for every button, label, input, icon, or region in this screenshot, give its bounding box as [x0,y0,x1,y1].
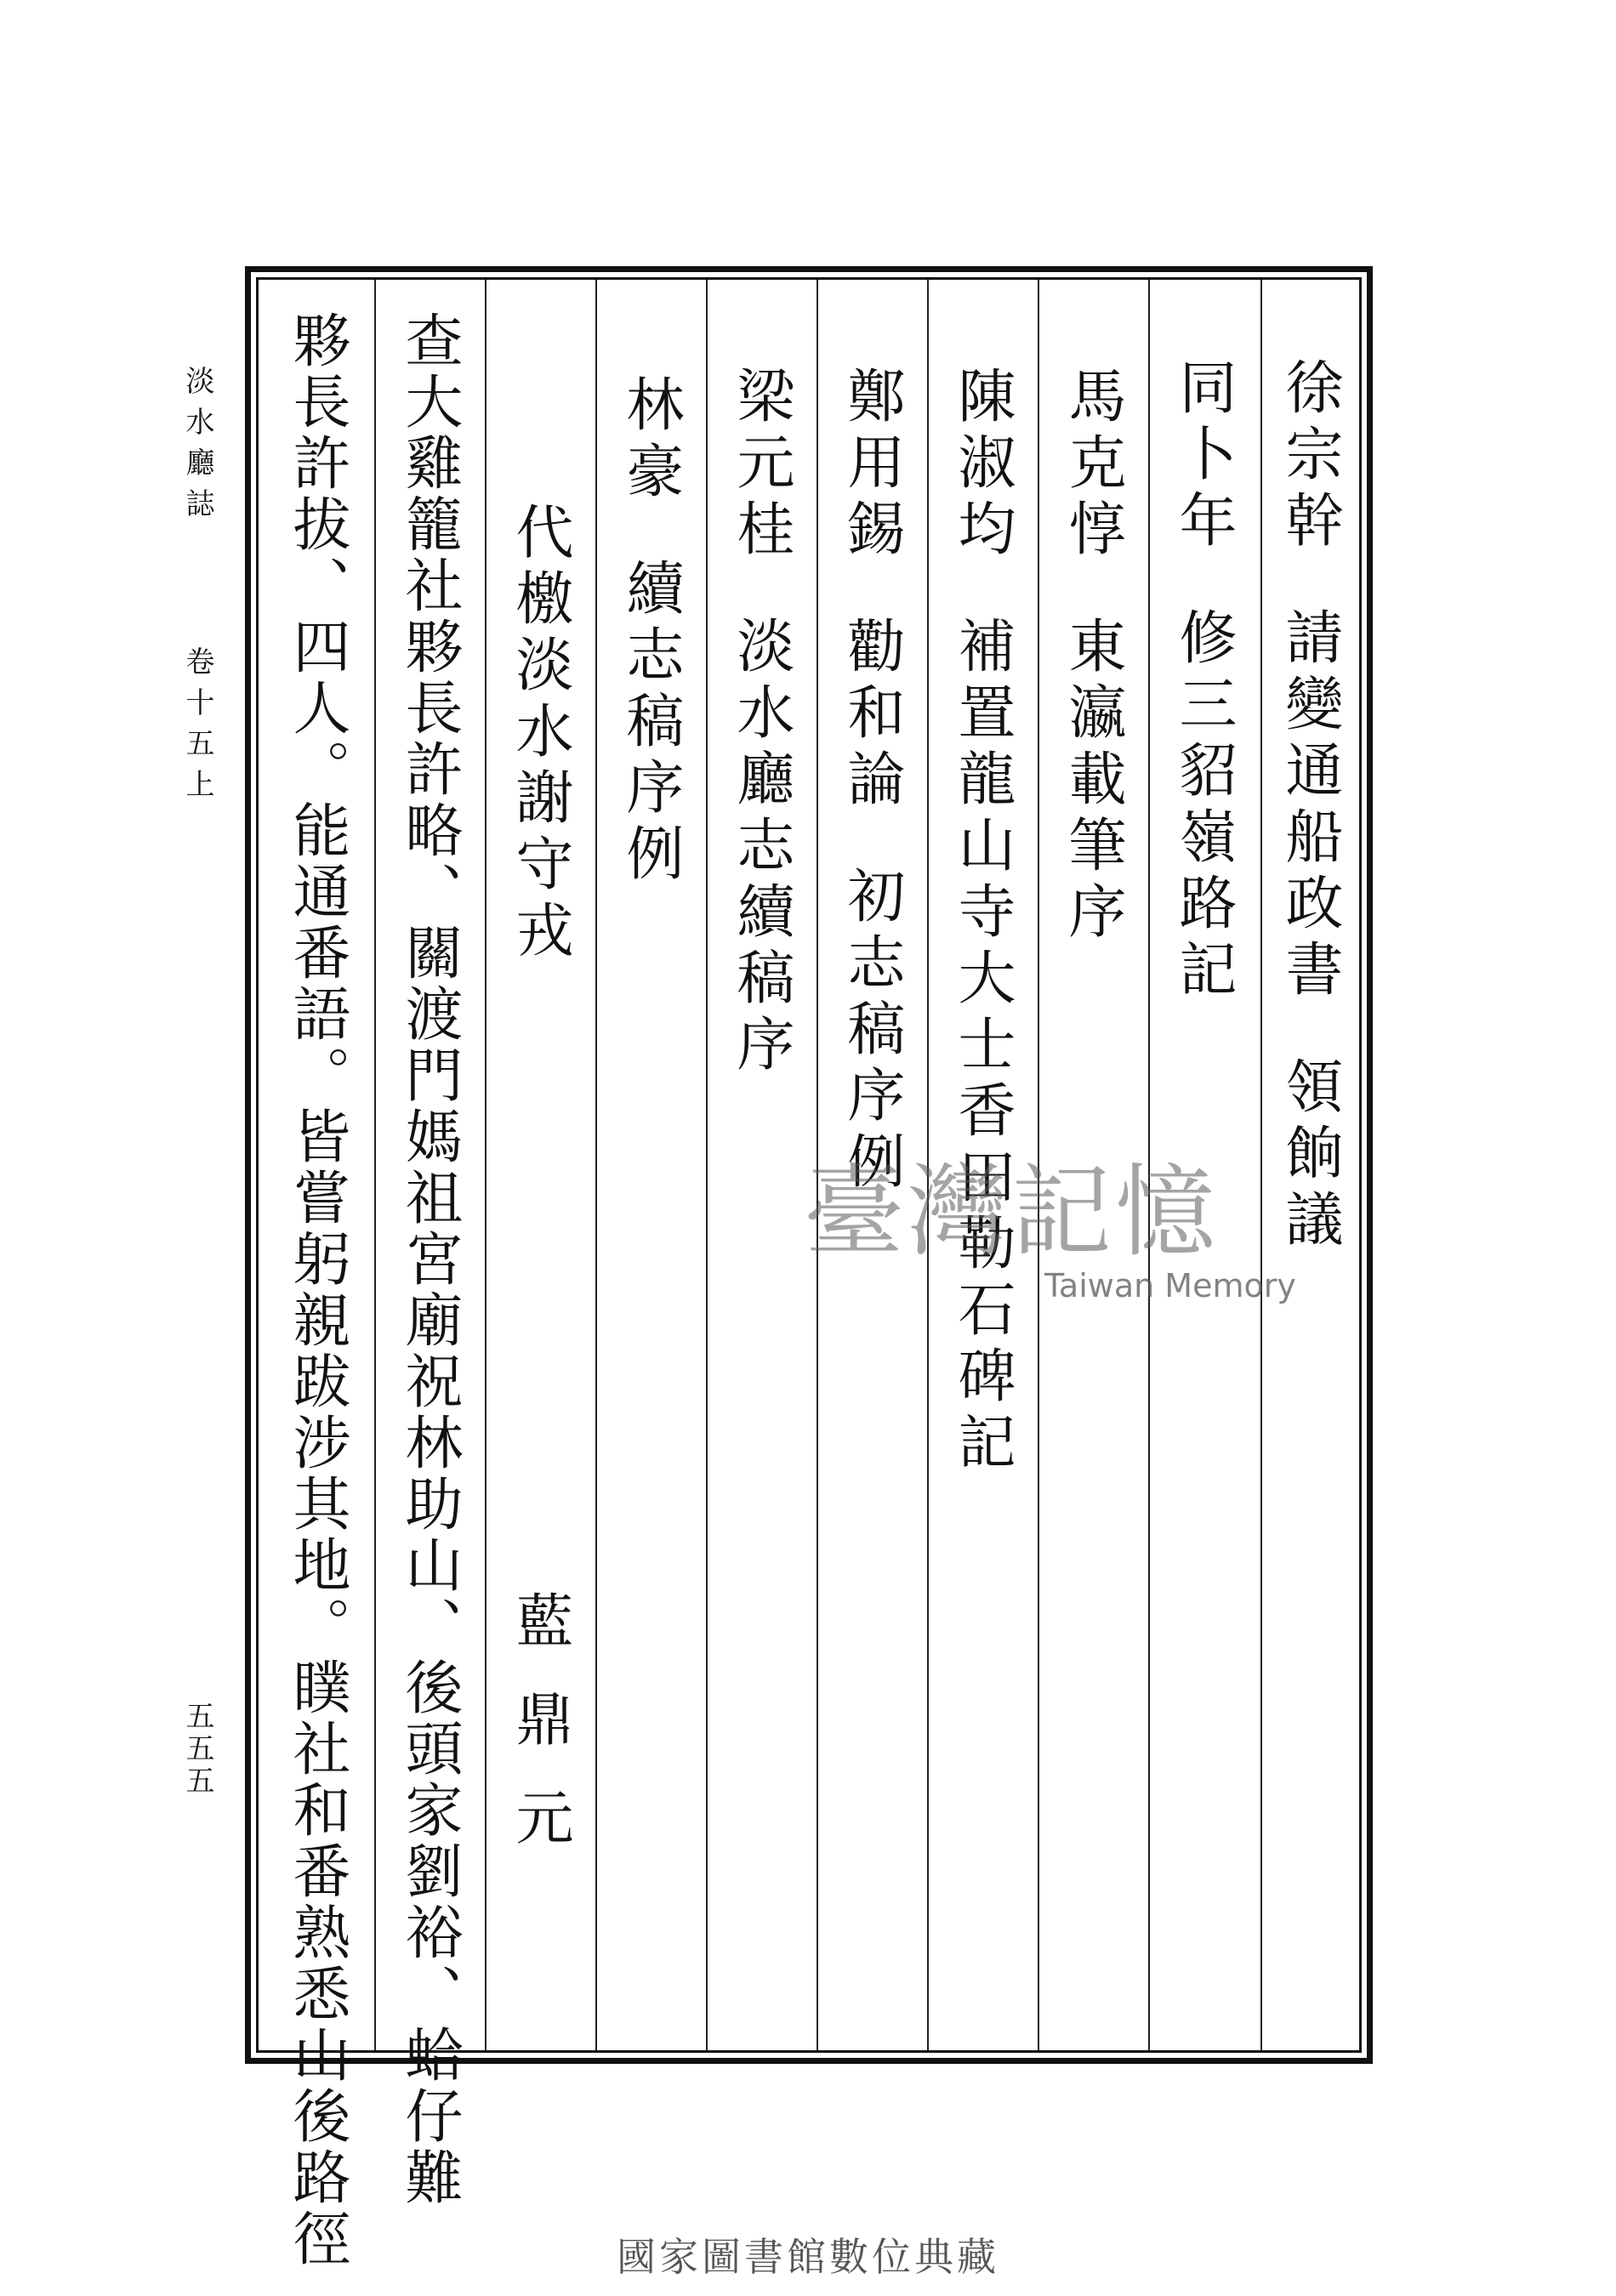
watermark-chinese: 臺灣記憶 [804,1153,1220,1270]
book-title: 淡水廳誌 [180,366,214,529]
column-rule [595,280,597,2050]
column-rule [485,280,487,2050]
body-text-column-2 [283,310,350,2270]
column-rule [374,280,376,2050]
text-column-7 [617,374,684,889]
page-number: 五五五 [180,1701,214,1798]
margin-book-title [177,366,219,529]
body-text-column-1 [395,310,463,2208]
margin-volume [177,646,219,810]
essay-heading: 代檄淡水謝守戎 [506,502,573,966]
author-name: 鄭用錫 [838,366,905,565]
author-name: 藍鼎元 [506,1590,573,1886]
column-rule [706,280,708,2050]
author-name: 陳淑均 [948,366,1016,565]
work-title-extra: 領餉議 [1276,1056,1343,1255]
margin-page-number [177,1701,219,1798]
text-column-5 [838,366,905,1197]
body-text: 查大雞籠社夥長許略、關渡門媽祖宮廟祝林助山、後頭家劉裕、蛤仔難 [395,310,463,2208]
work-title: 勸和論 [838,616,905,815]
author-name: 林豪 [617,374,684,507]
text-column-8 [506,502,573,966]
author-name: 馬克惇 [1059,366,1126,565]
author-name: 梁元桂 [727,366,794,565]
essay-byline [506,1590,573,1886]
work-title: 請變通船政書 [1276,607,1343,1005]
watermark-english: Taiwan Memory [1044,1267,1296,1304]
work-title: 淡水廳志續稿序 [727,616,794,1080]
work-title: 修三貂嶺路記 [1169,607,1237,1005]
author-name: 徐宗幹 [1276,357,1343,556]
text-column-1 [1276,357,1343,1255]
footer-credit: 國家圖書館數位典藏 [617,2234,999,2280]
volume-label: 卷十五上 [180,646,214,810]
text-column-6 [727,366,794,1080]
work-title: 續志稿序例 [617,558,684,889]
text-column-3 [1059,366,1126,947]
column-rule [1260,280,1262,2050]
author-name: 同卜年 [1169,357,1237,556]
body-text: 夥長許拔、四人。能通番語。皆嘗躬親跋涉其地。瞨社和番熟悉山後路徑 [283,310,350,2270]
work-title: 東瀛載筆序 [1059,616,1126,947]
text-column-2 [1169,357,1237,1005]
work-title-extra: 初志稿序例 [838,866,905,1197]
text-column-4 [948,366,1016,1478]
work-title: 補置龍山寺大士香田勒石碑記 [948,616,1016,1478]
